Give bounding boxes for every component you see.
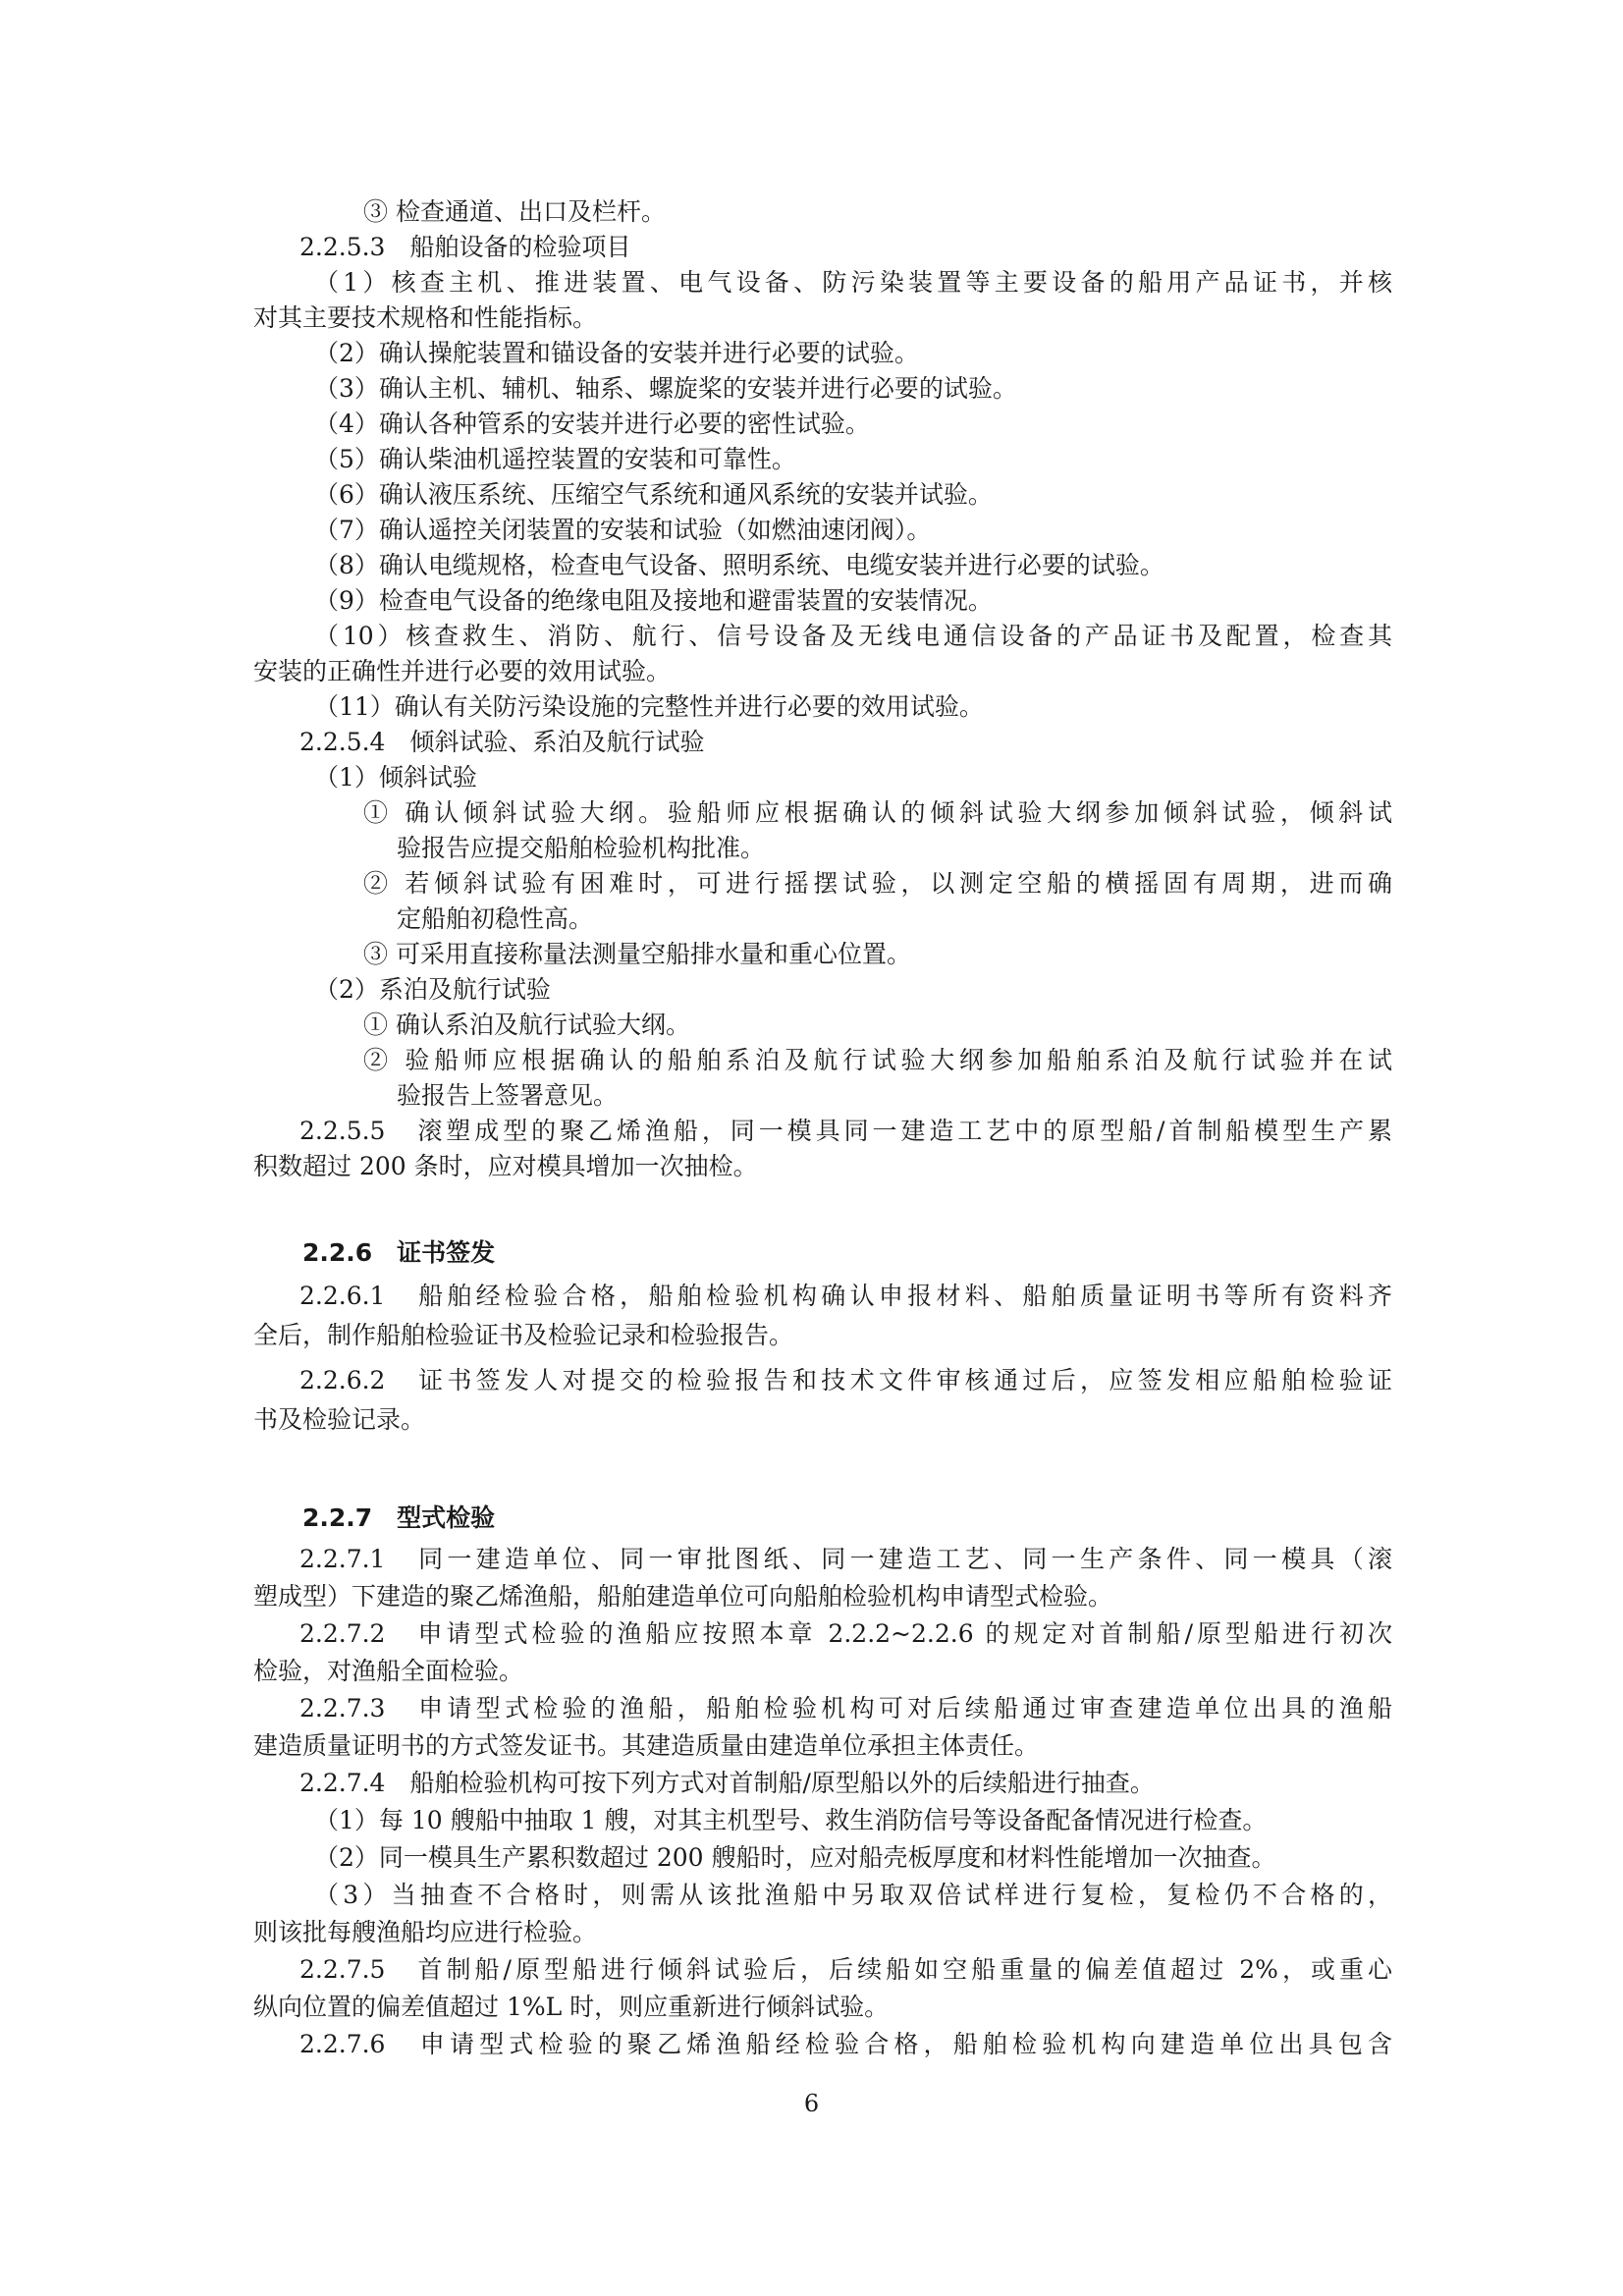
text-line: ① 确认系泊及航行试验大纲。 [363,1011,690,1039]
section-title: 2.2.6 证书签发 [302,1238,496,1267]
page-number: 6 [803,2090,820,2117]
text-line: 2.2.7.4 船舶检验机构可按下列方式对首制船/原型船以外的后续船进行抽查。 [299,1769,1155,1797]
text-line: （11）确认有关防污染设施的完整性并进行必要的效用试验。 [314,692,984,721]
text-line: （10）核查救生、消防、航行、信号设备及无线电通信设备的产品证书及配置，检查其 [314,622,1392,650]
text-line: （6）确认液压系统、压缩空气系统和通风系统的安装并试验。 [314,480,993,509]
text-line: 2.2.7.6 申请型式检验的聚乙烯渔船经检验合格，船舶检验机构向建造单位出具包含 [299,2030,1392,2058]
text-line: 则该批每艘渔船均应进行检验。 [253,1918,598,1946]
section-heading: 2.2.5.4 倾斜试验、系泊及航行试验 [299,728,705,756]
text-line: 安装的正确性并进行必要的效用试验。 [253,657,672,685]
text-line: ③ 检查通道、出口及栏杆。 [363,197,666,226]
text-line: （1）倾斜试验 [314,763,477,792]
text-line: （2）同一模具生产累积数超过 200 艘船时，应对船壳板厚度和材料性能增加一次抽查。 [314,1843,1276,1872]
text-line: ② 验船师应根据确认的船舶系泊及航行试验大纲参加船舶系泊及航行试验并在试 [363,1046,1392,1074]
text-line: 全后，制作船舶检验证书及检验记录和检验报告。 [253,1321,794,1349]
text-line: （5）确认柴油机遥控装置的安装和可靠性。 [314,445,796,473]
text-line: （1）核查主机、推进装置、电气设备、防污染装置等主要设备的船用产品证书，并核 [314,268,1392,297]
text-line: 2.2.7.2 申请型式检验的渔船应按照本章 2.2.2~2.2.6 的规定对首制船/原型船进行初次 [299,1619,1392,1648]
text-line: 2.2.7.1 同一建造单位、同一审批图纸、同一建造工艺、同一生产条件、同一模具（滚 [299,1545,1392,1573]
text-line: 2.2.6.1 船舶经检验合格，船舶检验机构确认申报材料、船舶质量证明书等所有资料齐 [299,1282,1392,1310]
text-line: 验报告应提交船舶检验机构批准。 [397,834,766,862]
text-line: 积数超过 200 条时，应对模具增加一次抽检。 [253,1152,758,1180]
text-line: 建造质量证明书的方式签发证书。其建造质量由建造单位承担主体责任。 [253,1731,1040,1760]
text-line: ① 确认倾斜试验大纲。验船师应根据确认的倾斜试验大纲参加倾斜试验，倾斜试 [363,798,1392,827]
text-line: ③ 可采用直接称量法测量空船排水量和重心位置。 [363,940,911,968]
text-line: 2.2.6.2 证书签发人对提交的检验报告和技术文件审核通过后，应签发相应船舶检验证 [299,1366,1392,1394]
text-line: （3）当抽查不合格时，则需从该批渔船中另取双倍试样进行复检，复检仍不合格的， [314,1881,1392,1909]
text-line: 定船舶初稳性高。 [397,904,594,933]
text-line: 书及检验记录。 [253,1405,426,1434]
text-line: （9）检查电气设备的绝缘电阻及接地和避雷装置的安装情况。 [314,586,993,615]
text-line: （4）确认各种管系的安装并进行必要的密性试验。 [314,410,870,438]
text-line: （3）确认主机、辅机、轴系、螺旋桨的安装并进行必要的试验。 [314,374,1017,403]
text-line: 2.2.5.5 滚塑成型的聚乙烯渔船，同一模具同一建造工艺中的原型船/首制船模型生产累 [299,1117,1392,1145]
text-line: ② 若倾斜试验有困难时，可进行摇摆试验，以测定空船的横摇固有周期，进而确 [363,869,1392,898]
section-heading: 2.2.5.3 船舶设备的检验项目 [299,233,631,261]
section-title: 2.2.7 型式检验 [302,1503,496,1532]
text-line: 验报告上签署意见。 [397,1081,619,1110]
text-line: （1）每 10 艘船中抽取 1 艘，对其主机型号、救生消防信号等设备配备情况进行检查。 [314,1806,1268,1834]
text-line: 2.2.7.5 首制船/原型船进行倾斜试验后，后续船如空船重量的偏差值超过 2%，或重心 [299,1955,1392,1984]
text-line: 纵向位置的偏差值超过 1%L 时，则应重新进行倾斜试验。 [253,1993,890,2021]
text-line: （7）确认遥控关闭装置的安装和试验（如燃油速闭阀）。 [314,516,932,544]
text-line: （2）系泊及航行试验 [314,975,551,1004]
text-line: 检验，对渔船全面检验。 [253,1657,524,1685]
text-line: 2.2.7.3 申请型式检验的渔船，船舶检验机构可对后续船通过审查建造单位出具的渔船 [299,1694,1392,1722]
text-line: 对其主要技术规格和性能指标。 [253,303,598,332]
text-line: （8）确认电缆规格，检查电气设备、照明系统、电缆安装并进行必要的试验。 [314,551,1164,579]
text-line: 塑成型）下建造的聚乙烯渔船，船舶建造单位可向船舶检验机构申请型式检验。 [253,1582,1113,1611]
text-line: （2）确认操舵装置和锚设备的安装并进行必要的试验。 [314,339,919,367]
